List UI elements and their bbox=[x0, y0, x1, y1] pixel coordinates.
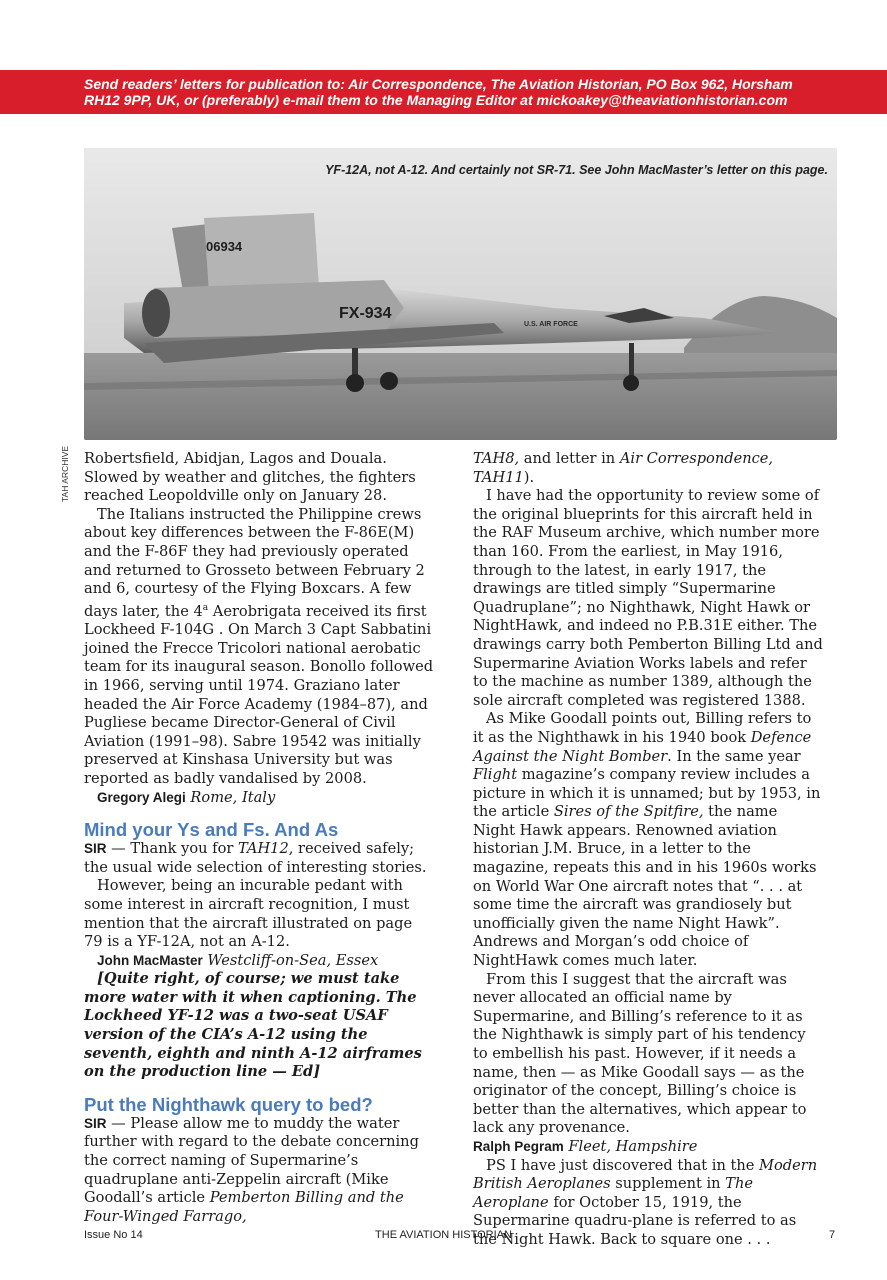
fuselage-marking: U.S. AIR FORCE bbox=[524, 321, 578, 328]
left-column bbox=[84, 450, 434, 1226]
right-paragraph-5: PS I have just discovered that in the Modern British Aeroplanes supplement in The Aeroplane for October 15, 1919, the Supermarine quadru-plane is referred to as the Night Hawk. Back to square one . . . bbox=[473, 1156, 818, 1248]
footer-magazine: THE AVIATION HISTORIAN bbox=[375, 1229, 512, 1241]
footer-page-number: 7 bbox=[829, 1229, 836, 1241]
right-paragraph-2: I have had the opportunity to review some of the original blueprints for this aircraft held in the RAF Museum archive, which number more than 160. From the earliest, in May 1916, through to the latest, in early 1917, the drawings are titled simply “Supermarine Quadruplane”; no Nighthawk, Night Hawk or NightHawk, and indeed no P.B.31E either. The drawings carry both Pemberton Billing Ltd and Supermarine Aviation Works labels and refer to the machine as number 1389, although the sole aircraft completed was registered 1388. bbox=[473, 487, 823, 709]
letter3-paragraph-1: SIR — Please allow me to muddy the water further with regard to the debate concerning the correct naming of Supermarine’s quadruplane anti-Zeppelin aircraft (Mike Goodall’s article Pemberton Billing and the Four-Winged Farrago, bbox=[84, 1114, 419, 1225]
heading-nighthawk: Put the Nighthawk query to bed? bbox=[84, 1093, 373, 1115]
right-paragraph-4: From this I suggest that the aircraft was never allocated an official name by Supermarine, and Billing’s reference to it as the Nighthawk is simply part of his tendency to embellish his past. However, if it needs a name, then — as Mike Goodall says — as the originator of the concept, Billing’s choice is better than the alternatives, which appear to lack any provenance. bbox=[473, 970, 807, 1137]
photo-credit-text: TAH ARCHIVE bbox=[60, 445, 70, 502]
banner-text bbox=[84, 76, 874, 108]
heading-mind-your-ys: Mind your Ys and Fs. And As bbox=[84, 819, 339, 841]
signature-alegi: Gregory Alegi Rome, Italy bbox=[97, 788, 276, 806]
letter2-paragraph-2: However, being an incurable pedant with some interest in aircraft recognition, I must mention that the aircraft illustrated on page 79 is a YF-12A, not an A-12. bbox=[84, 877, 413, 951]
tail-number: 06934 bbox=[206, 239, 243, 254]
aircraft-photo bbox=[84, 148, 837, 440]
left-paragraph-2: The Italians instructed the Philippine crews about key differences between the F-86E(M) and the F-86F they had previously operated and returned to Grosseto between February 2 and 6, courtesy of the Flying Boxcars. A few days later, the 4$^a$ Aerobrigata received its first Lockheed F-104G . On March 3 Capt Sabbatini joined the Frecce Tricolori national aerobatic team for its inaugural season. Bonollo followed in 1966, serving until 1974. Graziano later headed the Air Force Academy (1984–87), and Pugliese became Director-General of Civil Aviation (1991–98). Sabre 19542 was initially preserved at Kinshasa University but was reported as badly vandalised by 2008. bbox=[84, 505, 434, 787]
right-paragraph-3: As Mike Goodall points out, Billing refers to it as the Nighthawk in his 1940 book Defence Against the Night Bomber. In the same year Flight magazine’s company review includes a picture in which it is unnamed; but by 1953, in the article Sires of the Spitfire, the name Night Hawk appears. Renowned aviation historian J.M. Bruce, in a letter to the magazine, repeats this and in his 1960s works on World War One aircraft notes that “. . . at some time the aircraft was grandiosely but unofficially given the name Night Hawk”. Andrews and Morgan’s odd choice of NightHawk comes much later. bbox=[473, 710, 821, 970]
left-paragraph-1: Robertsfield, Abidjan, Lagos and Douala. Slowed by weather and glitches, the fighters reached Leopoldville only on January 28. bbox=[84, 450, 416, 505]
right-column bbox=[473, 450, 823, 1250]
submission-banner bbox=[0, 70, 887, 114]
yf12a-illustration bbox=[84, 148, 837, 440]
footer-issue: Issue No 14 bbox=[84, 1229, 143, 1241]
signature-macmaster: John MacMaster Westcliff-on-Sea, Essex bbox=[97, 951, 379, 969]
fuselage-code: FX-934 bbox=[339, 305, 392, 322]
signature-pegram: Ralph Pegram Fleet, Hampshire bbox=[473, 1137, 698, 1155]
editor-note: [Quite right, of course; we must take more water with it when captioning. The Lockheed YF-12 was a two-seat USAF version of the CIA’s A-12 using the seventh, eighth and ninth A-12 airframes on the production line — Ed] bbox=[84, 970, 422, 1081]
photo-caption: YF-12A, not A-12. And certainly not SR-71. See John MacMaster’s letter on this page. bbox=[325, 163, 828, 177]
photo-credit bbox=[60, 440, 74, 500]
banner-line-2: RH12 9PP, UK, or (preferably) e-mail them to the Managing Editor at mickoakey@theaviationhistorian.com bbox=[84, 92, 788, 108]
banner-line-1: Send readers’ letters for publication to: Air Correspondence, The Aviation Historian, PO Box 962, Horsham bbox=[84, 76, 793, 92]
letter2-paragraph-1: SIR — Thank you for TAH12, received safely; the usual wide selection of interesting stories. bbox=[84, 840, 427, 876]
right-paragraph-1: TAH8, and letter in Air Correspondence, TAH11). bbox=[473, 450, 774, 486]
